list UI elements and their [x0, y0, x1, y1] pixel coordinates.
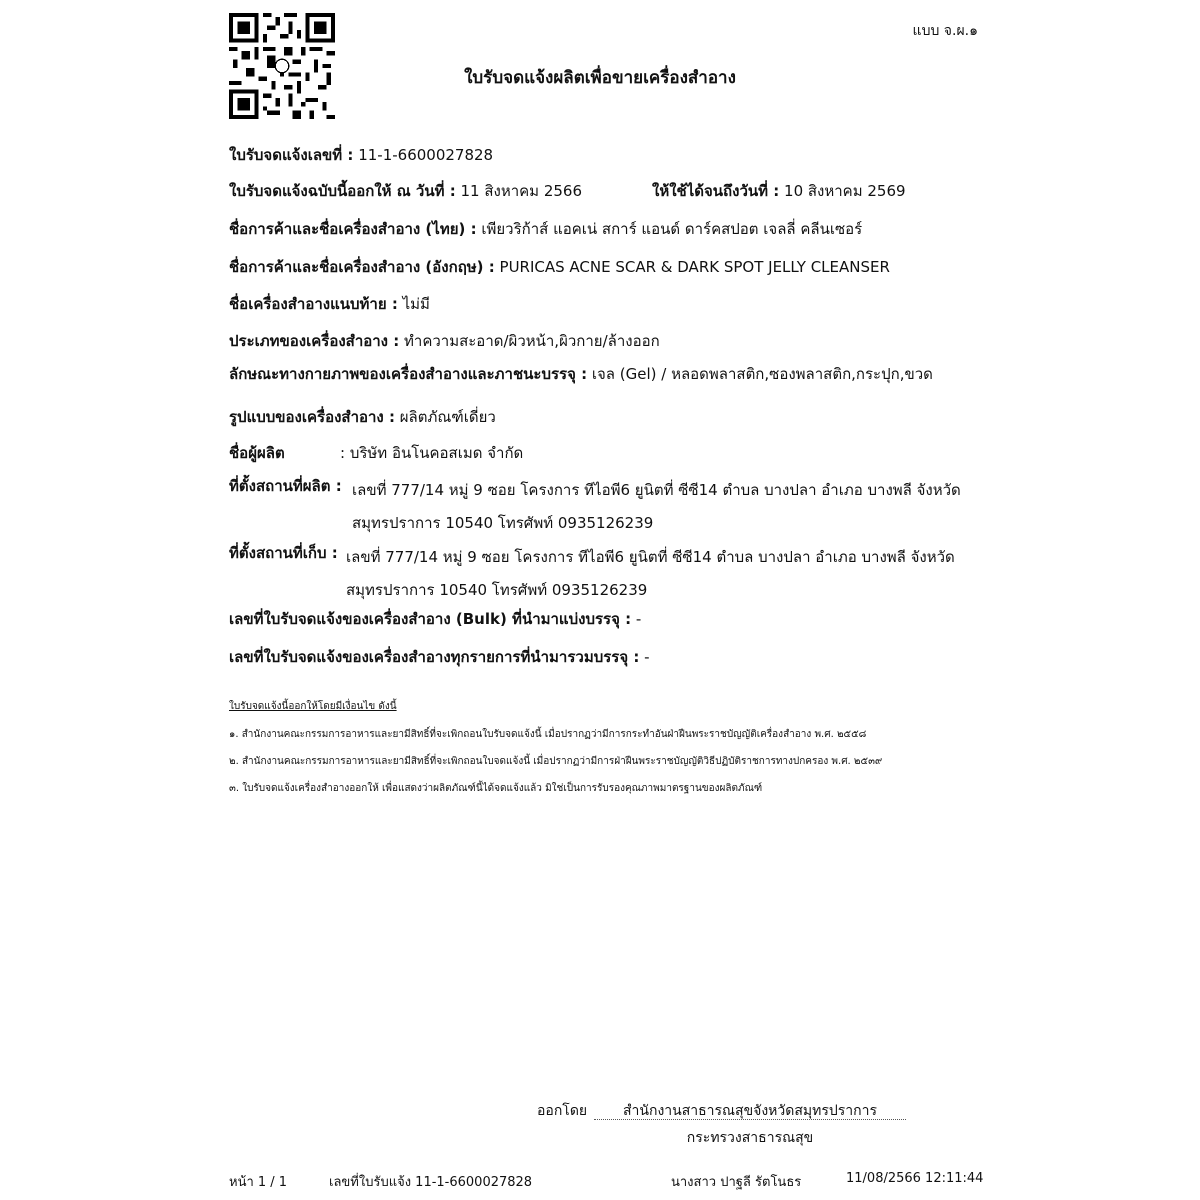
print-timestamp: 11/08/2566 12:11:44: [846, 1171, 984, 1186]
storage-address-line-1: เลขที่ 777/14 หมู่ 9 ซอย โครงการ ทีไอพี6 ยูนิตที่ ซีซี14 ตำบล บางปลา อำเภอ บางพลี จังหวัด: [346, 548, 955, 566]
valid-until-label: ให้ใช้ได้จนถึงวันที่ :: [652, 182, 780, 200]
attached-cosmetics: ไม่มี: [402, 295, 430, 313]
cosmetic-format-label: รูปแบบของเครื่องสำอาง :: [229, 408, 395, 426]
manufacturer-name: : บริษัท อินโนคอสเมด จำกัด: [340, 444, 524, 462]
physical-characteristics-row: [229, 362, 933, 386]
name-thai: เพียวริก้าส์ แอคเน่ สการ์ แอนด์ ดาร์คสปอต เจลลี่ คลีนเซอร์: [481, 220, 863, 238]
factory-address-line-1: เลขที่ 777/14 หมู่ 9 ซอย โครงการ ทีไอพี6 ยูนิตที่ ซีซี14 ตำบล บางปลา อำเภอ บางพลี จังหวัด: [352, 481, 961, 499]
notification-number-row: [229, 143, 493, 167]
cosmetic-type-label: ประเภทของเครื่องสำอาง :: [229, 332, 400, 350]
conditions-heading: ใบรับจดแจ้งนี้ออกให้โดยมีเงื่อนไข ดังนี้: [229, 701, 397, 712]
issuing-office: สำนักงานสาธารณสุขจังหวัดสมุทรปราการ: [622, 1103, 878, 1119]
combined-number: -: [644, 648, 650, 666]
storage-address: [346, 541, 955, 607]
bulk-number: -: [635, 610, 642, 628]
physical-characteristics: เจล (Gel) / หลอดพลาสติก,ซองพลาสติก,กระปุก,ขวด: [591, 365, 933, 383]
storage-address-block: [229, 541, 989, 611]
attached-cosmetics-label: ชื่อเครื่องสำอางแนบท้าย :: [229, 295, 398, 313]
issued-by-label: ออกโดย: [537, 1103, 588, 1119]
factory-address-line-2: สมุทรปราการ 10540 โทรศัพท์ 0935126239: [352, 514, 654, 532]
storage-address-label: ที่ตั้งสถานที่เก็บ :: [229, 544, 338, 562]
name-thai-label: ชื่อการค้าและชื่อเครื่องสำอาง (ไทย) :: [229, 220, 477, 238]
valid-until-row: [652, 179, 906, 203]
notification-number-label: ใบรับจดแจ้งเลขที่ :: [229, 146, 354, 164]
attached-cosmetics-row: [229, 292, 430, 316]
name-english: PURICAS ACNE SCAR & DARK SPOT JELLY CLEANSER: [499, 258, 890, 276]
cosmetic-format-row: [229, 405, 496, 429]
condition-item-3: ๓. ใบรับจดแจ้งเครื่องสำอางออกให้ เพื่อแสดงว่าผลิตภัณฑ์นี้ได้จดแจ้งแล้ว มิใช่เป็นการรับรองคุณภาพมาตรฐานของผลิตภัณฑ์: [229, 783, 763, 794]
combined-number-row: [229, 645, 650, 669]
cosmetic-type: ทำความสะอาด/ผิวหน้า,ผิวกาย/ล้างออก: [404, 332, 660, 350]
valid-until-date: 10 สิงหาคม 2569: [784, 182, 906, 200]
issue-date-row: [229, 179, 582, 203]
name-thai-row: [229, 217, 862, 241]
cosmetic-type-row: [229, 329, 660, 353]
physical-characteristics-label: ลักษณะทางกายภาพของเครื่องสำอางและภาชนะบรรจุ :: [229, 365, 588, 383]
name-english-label: ชื่อการค้าและชื่อเครื่องสำอาง (อังกฤษ) :: [229, 258, 495, 276]
factory-address-label: ที่ตั้งสถานที่ผลิต :: [229, 477, 342, 495]
cosmetic-format: ผลิตภัณฑ์เดี่ยว: [399, 408, 496, 426]
factory-address: [352, 474, 961, 540]
manufacturer-label: ชื่อผู้ผลิต: [229, 444, 285, 462]
condition-item-2: ๒. สำนักงานคณะกรรมการอาหารและยามีสิทธิ์ที่จะเพิกถอนใบจดแจ้งนี้ เมื่อปรากฏว่ามีการฝ่าฝืนพระราชบัญญัติวิธีปฏิบัติราชการทางปกครอง พ.ศ. ๒๕๓๙: [229, 756, 883, 767]
page-number: หน้า 1 / 1: [229, 1175, 288, 1190]
officer-name: นางสาว ปาฐลี รัตโนธร: [671, 1175, 802, 1190]
notification-number: 11-1-6600027828: [358, 146, 494, 164]
issue-date: 11 สิงหาคม 2566: [460, 182, 583, 200]
issuing-ministry: กระทรวงสาธารณสุข: [686, 1130, 814, 1146]
form-code: แบบ จ.ผ.๑: [912, 23, 978, 39]
storage-address-line-2: สมุทรปราการ 10540 โทรศัพท์ 0935126239: [346, 581, 648, 599]
condition-item-1: ๑. สำนักงานคณะกรรมการอาหารและยามีสิทธิ์ที่จะเพิกถอนใบรับจดแจ้งนี้ เมื่อปรากฏว่ามีการกระทำอันฝ่าฝืนพระราชบัญญัติเครื่องสำอาง พ.ศ. ๒๕๕๘: [229, 729, 867, 740]
combined-number-label: เลขที่ใบรับจดแจ้งของเครื่องสำอางทุกรายการที่นำมารวมบรรจุ :: [229, 648, 640, 666]
manufacturer-row: [229, 441, 285, 465]
bulk-number-row: [229, 607, 641, 631]
footer-reference: เลขที่ใบรับแจ้ง 11-1-6600027828: [329, 1175, 533, 1190]
issue-date-label: ใบรับจดแจ้งฉบับนี้ออกให้ ณ วันที่ :: [229, 182, 456, 200]
factory-address-block: [229, 474, 989, 544]
bulk-number-label: เลขที่ใบรับจดแจ้งของเครื่องสำอาง (Bulk) ที่นำมาแบ่งบรรจุ :: [229, 610, 632, 628]
document-title: ใบรับจดแจ้งผลิตเพื่อขายเครื่องสำอาง: [464, 68, 736, 88]
name-english-row: [229, 255, 890, 279]
